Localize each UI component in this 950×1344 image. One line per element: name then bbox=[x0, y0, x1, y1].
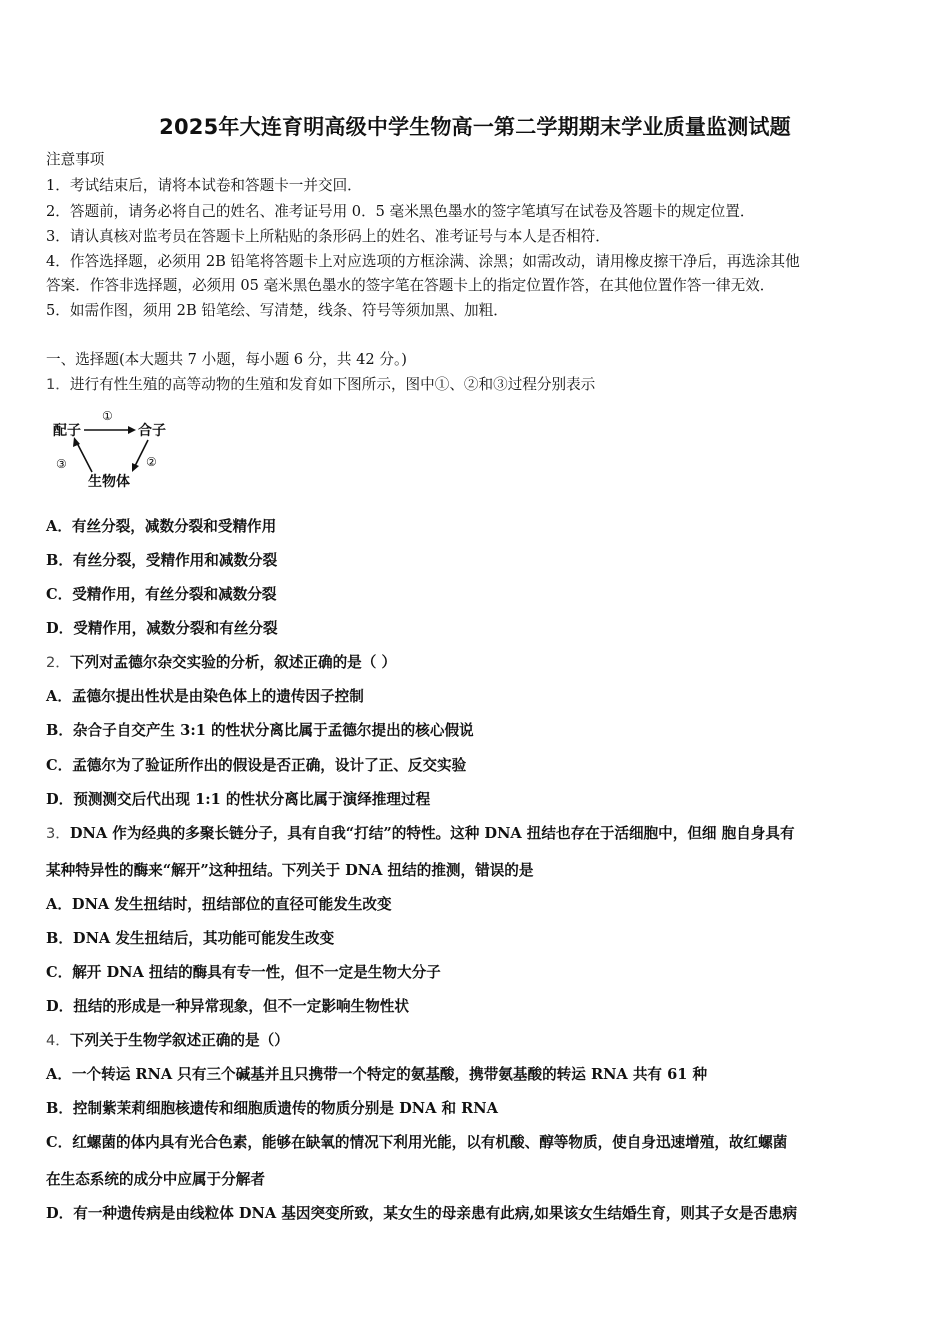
question-3 bbox=[46, 827, 795, 842]
q3-option-c: C．解开 DNA 扭结的酶具有专一性，但不一定是生物大分子 bbox=[46, 964, 441, 981]
question-4 bbox=[46, 1034, 289, 1049]
zygote-label: 合子 bbox=[138, 423, 166, 439]
notice-item-4-cont: 答案．作答非选择题，必须用 05 毫米黑色墨水的签字笔在答题卡上的指定位置作答，在其他位置作答一律无效． bbox=[46, 277, 775, 294]
q4-option-d: D．有一种遗传病是由线粒体 DNA 基因突变所致，某女生的母亲患有此病,如果该女生结婚生育，则其子女是否患病 bbox=[46, 1205, 798, 1222]
question-text: 下列对孟德尔杂交实验的分析，叙述正确的是（ ） bbox=[69, 654, 397, 671]
question-1 bbox=[46, 378, 595, 393]
q4-option-b: B．控制紫茉莉细胞核遗传和细胞质遗传的物质分别是 DNA 和 RNA bbox=[46, 1100, 498, 1117]
question-text: 下列关于生物学叙述正确的是（） bbox=[69, 1032, 289, 1049]
section-heading: 一、选择题(本大题共 7 小题，每小题 6 分，共 42 分。) bbox=[46, 351, 407, 368]
q1-option-a: A．有丝分裂，减数分裂和受精作用 bbox=[46, 518, 277, 535]
notice-heading: 注意事项 bbox=[46, 151, 105, 168]
q4-option-c: C．红螺菌的体内具有光合色素，能够在缺氧的情况下利用光能，以有机酸、醇等物质，使自身迅速增殖，故红螺菌 bbox=[46, 1134, 788, 1151]
q3-option-d: D．扭结的形成是一种异常现象，但不一定影响生物性状 bbox=[46, 998, 409, 1015]
arrow-1-head bbox=[128, 426, 136, 434]
q4-option-a: A．一个转运 RNA 只有三个碱基并且只携带一个特定的氨基酸，携带氨基酸的转运 RNA 共有 61 种 bbox=[46, 1066, 708, 1083]
gamete-label: 配子 bbox=[53, 423, 81, 439]
q2-option-b: B．杂合子自交产生 3:1 的性状分离比属于孟德尔提出的核心假说 bbox=[46, 722, 474, 739]
q2-option-a: A．孟德尔提出性状是由染色体上的遗传因子控制 bbox=[46, 688, 364, 705]
notice-item-3: 3．请认真核对监考员在答题卡上所粘贴的条形码上的姓名、准考证号与本人是否相符． bbox=[46, 228, 610, 245]
q4-option-c-cont: 在生态系统的成分中应属于分解者 bbox=[46, 1171, 265, 1188]
reproduction-cycle-diagram bbox=[50, 404, 180, 494]
q2-option-c: C．孟德尔为了验证所作出的假设是否正确，设计了正、反交实验 bbox=[46, 757, 467, 774]
notice-item-5: 5．如需作图，须用 2B 铅笔绘、写清楚，线条、符号等须加黑、加粗． bbox=[46, 302, 508, 319]
question-number: 1． bbox=[46, 376, 70, 393]
question-number: 3． bbox=[46, 825, 70, 842]
arrow-3 bbox=[76, 441, 92, 472]
step-2-label: ② bbox=[146, 455, 157, 469]
question-2 bbox=[46, 656, 396, 671]
q2-option-d: D．预测测交后代出现 1:1 的性状分离比属于演绎推理过程 bbox=[46, 791, 431, 808]
step-1-label: ① bbox=[102, 409, 113, 423]
notice-item-4: 4．作答选择题，必须用 2B 铅笔将答题卡上对应选项的方框涂满、涂黑；如需改动，请用橡皮擦干净后，再选涂其他 bbox=[46, 253, 800, 270]
question-number: 2． bbox=[46, 654, 70, 671]
q1-option-c: C．受精作用，有丝分裂和减数分裂 bbox=[46, 586, 277, 603]
question-3-cont: 某种特异性的酶来“解开”这种扭结。下列关于 DNA 扭结的推测，错误的是 bbox=[46, 862, 534, 879]
step-3-label: ③ bbox=[56, 457, 67, 471]
q1-option-b: B．有丝分裂，受精作用和减数分裂 bbox=[46, 552, 278, 569]
question-number: 4． bbox=[46, 1032, 70, 1049]
question-text: 进行有性生殖的高等动物的生殖和发育如下图所示，图中①、②和③过程分别表示 bbox=[69, 376, 596, 393]
question-text: DNA 作为经典的多聚长链分子，具有自我“打结”的特性。这种 DNA 扭结也存在于活细胞中，但细 胞自身具有 bbox=[69, 825, 795, 842]
page-title: 2025年大连育明高级中学生物高一第二学期期末学业质量监测试题 bbox=[159, 115, 791, 139]
q3-option-a: A．DNA 发生扭结时，扭结部位的直径可能发生改变 bbox=[46, 896, 392, 913]
notice-item-1: 1．考试结束后，请将本试卷和答题卡一并交回． bbox=[46, 177, 362, 194]
organism-label: 生物体 bbox=[88, 474, 130, 490]
notice-item-2: 2．答题前，请务必将自己的姓名、准考证号用 0．5 毫米黑色墨水的签字笔填写在试卷及答题卡的规定位置． bbox=[46, 203, 755, 220]
q1-option-d: D．受精作用，减数分裂和有丝分裂 bbox=[46, 620, 278, 637]
q3-option-b: B．DNA 发生扭结后，其功能可能发生改变 bbox=[46, 930, 335, 947]
